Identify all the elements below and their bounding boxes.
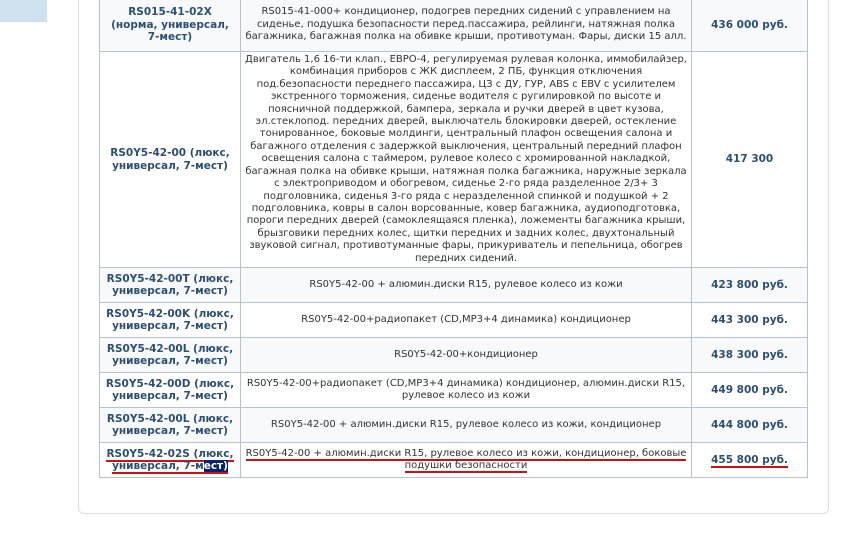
price-cell: 443 300 руб.	[692, 303, 808, 338]
price-cell: 417 300	[692, 52, 808, 268]
price-cell	[692, 443, 808, 478]
price-cell: 438 300 руб.	[692, 338, 808, 373]
price-cell: 444 800 руб.	[692, 408, 808, 443]
model-cell: RS0Y5-42-00L (люкс, универсал, 7-мест)	[100, 408, 241, 443]
table-row	[100, 268, 808, 303]
description-cell: RS0Y5-42-00+радиопакет (CD,MP3+4 динамика) кондиционер, алюмин.диски R15, рулевое колесо из кожи	[241, 373, 692, 408]
model-cell: RS0Y5-42-00L (люкс, универсал, 7-мест)	[100, 338, 241, 373]
price-cell: 449 800 руб.	[692, 373, 808, 408]
description-cell: RS0Y5-42-00+радиопакет (CD,MP3+4 динамика) кондиционер	[241, 303, 692, 338]
model-line-2-text: универсал, 7-м	[112, 460, 204, 472]
model-cell: RS0Y5-42-00T (люкс, универсал, 7-мест)	[100, 268, 241, 303]
price-cell: 423 800 руб.	[692, 268, 808, 303]
description-line-2: подушки безопасности	[404, 460, 528, 471]
table-row	[100, 303, 808, 338]
model-cell: RS015-41-02X (норма, универсал, 7-мест)	[100, 0, 241, 52]
table-row	[100, 52, 808, 268]
description-cell: RS0Y5-42-00+кондиционер	[241, 338, 692, 373]
table-row	[100, 338, 808, 373]
model-cell: RS0Y5-42-00D (люкс, универсал, 7-мест)	[100, 373, 241, 408]
price-table	[99, 0, 808, 478]
model-cell	[100, 443, 241, 478]
page-edge-strip	[0, 0, 47, 22]
model-line-1: RS0Y5-42-02S (люкс,	[106, 447, 234, 460]
text-selection: ест)	[203, 460, 228, 472]
table-row-highlighted	[100, 443, 808, 478]
model-cell: RS0Y5-42-00 (люкс, универсал, 7-мест)	[100, 52, 241, 268]
price-value: 455 800 руб.	[711, 453, 788, 466]
table-row	[100, 373, 808, 408]
description-cell: RS015-41-000+ кондиционер, подогрев передних сидений с управлением на сиденье, подушка безопасности перед.пассажира, рейлинги, натяжная полка багажника, багажная полка на обивке крыши, противотуман. Фары, диски 15 алл.	[241, 0, 692, 52]
description-cell: RS0Y5-42-00 + алюмин.диски R15, рулевое колесо из кожи, кондиционер	[241, 408, 692, 443]
description-cell	[241, 443, 692, 478]
description-cell: RS0Y5-42-00 + алюмин.диски R15, рулевое колесо из кожи	[241, 268, 692, 303]
model-cell: RS0Y5-42-00K (люкс, универсал, 7-мест)	[100, 303, 241, 338]
table-row	[100, 0, 808, 52]
price-cell: 436 000 руб.	[692, 0, 808, 52]
description-line-1: RS0Y5-42-00 + алюмин.диски R15, рулевое колесо из кожи, кондиционер, боковые	[245, 447, 687, 459]
model-line-2	[112, 460, 228, 474]
description-cell: Двигатель 1,6 16-ти клап., ЕВРО-4, регулируемая рулевая колонка, иммобилайзер, комбинация приборов с ЖК дисплеем, 2 ПБ, функция отключения под.безопасности переднего пассажира, ЦЗ с ДУ, ГУР, ABS с EBV с усилителем экстренного торможения, сиденье водителя с ругилировкой по высоте и поясничной поддержкой, бампера, зеркала и ручки дверей в цвет кузова, эл.стеклопод. передних дверей, выключатель блокировки дверей, остекление тонированное, боковые молдинги, центральный плафон освещения салона и багажного отделения с задержкой выключения, центральный передний плафон освещения салона с таймером, рулевое колесо с хромированной накладкой, багажная полка на обивке крыши, натяжная полка багажника, наружные зеркала с электроприводом и обогревом, сиденье 2-го ряда разделенное 2/3+ 3 подголовника, сиденья 3-го ряда с неразделенной спинкой и подушкой + 2 подголовника, ковры в салон ворсованные, ковер багажника, аудиоподготовка, пороги передних дверей (самоклеящаяся пленка), ложементы багажника крыши, брызговики передних колес, щитки передних и задних колес, двухтональный звуковой сигнал, противотуманные фары, прикуриватель и пепельница, обогрев передних сидений.	[241, 52, 692, 268]
table-row	[100, 408, 808, 443]
